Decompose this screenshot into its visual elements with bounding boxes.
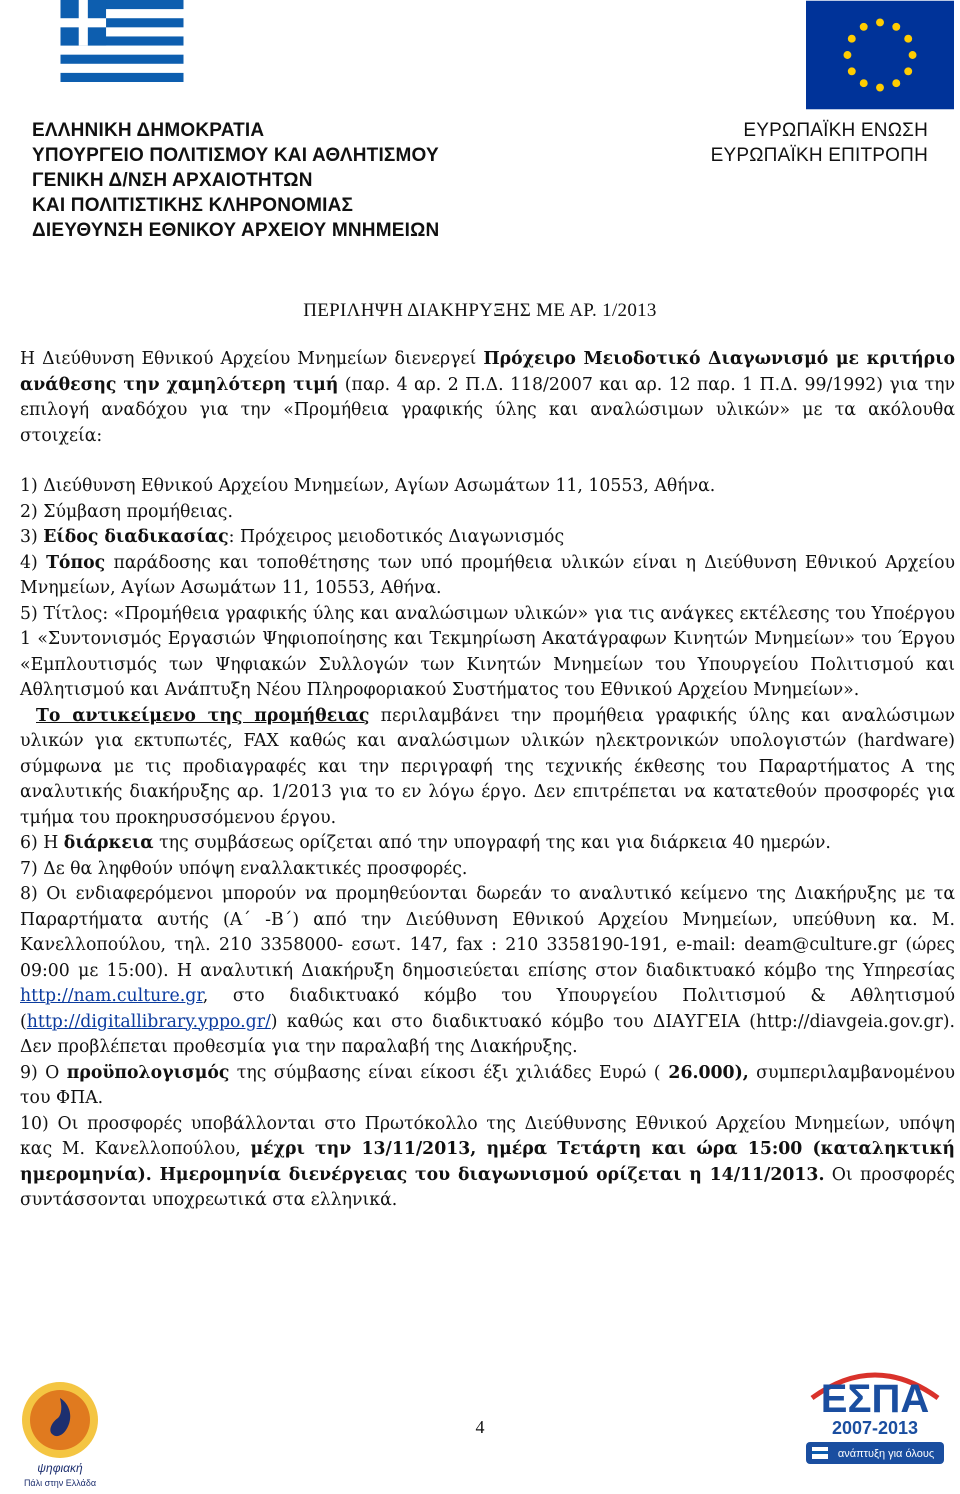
item-text: , στο διαδικτυακό κόμβο του Υπουργείου Πολιτισμού & Αθλητισμού ( bbox=[20, 986, 955, 1032]
header-line: ΚΑΙ ΠΟΛΙΤΙΣΤΙΚΗΣ ΚΛΗΡΟΝΟΜΙΑΣ bbox=[32, 195, 354, 216]
item-text: : Πρόχειρος μειοδοτικός Διαγωνισμός bbox=[228, 527, 565, 547]
header-line: ΓΕΝΙΚΗ Δ/ΝΣΗ ΑΡΧΑΙΟΤΗΤΩΝ bbox=[32, 170, 313, 191]
object-paragraph bbox=[20, 704, 955, 832]
greek-flag-logo bbox=[40, 0, 204, 82]
header-line: ΕΛΛΗΝΙΚΗ ΔΗΜΟΚΡΑΤΙΑ bbox=[32, 120, 265, 141]
item-text: της σύμβασης είναι είκοσι έξι χιλιάδες Ευρώ ( bbox=[229, 1062, 661, 1083]
digital-greece-logo bbox=[6, 1378, 114, 1492]
item-label: Τόπος bbox=[46, 552, 106, 573]
item-3 bbox=[20, 525, 955, 551]
espa-tagline: ανάπτυξη για όλους bbox=[837, 1448, 935, 1460]
item-2: 2) Σύμβαση προμήθειας. bbox=[20, 501, 233, 522]
intro-paragraph bbox=[20, 347, 955, 449]
item-label: διάρκεια bbox=[63, 833, 154, 853]
item-5: 5) Τίτλος: «Προμήθεια γραφικής ύλης και αναλώσιμων υλικών» για τις ανάγκες εκτέλεσης του Υποέργου 1 «Συντονισμός Εργασιών Ψηφιοποίησης και Τεκμηρίωση Ακατάγραφων Κινητών Μνημείων» του Έργου «Εμπλουτισμός των Ψηφιακών Συλλογών των Κινητών Μνημείων του Υπουργείου Πολιτισμού και Αθλητισμού και Ανάπτυξη Νέου Πληροφοριακού Συστήματος του Εθνικού Αρχείου Μνημείων». bbox=[20, 603, 955, 700]
espa-years: 2007-2013 bbox=[831, 1418, 919, 1438]
item-label: Είδος διαδικασίας bbox=[43, 527, 229, 547]
intro-text: Η Διεύθυνση Εθνικού Αρχείου Μνημείων διενεργεί bbox=[20, 349, 484, 369]
intro-text: (παρ. 4 αρ. 2 Π.Δ. 118/2007 και αρ. 12 παρ. 1 Π.Δ. 99/1992) για την επιλογή αναδόχου για την «Προμήθεια γραφικής ύλης και αναλώσιμων υλικών» με τα ακόλουθα στοιχεία: bbox=[20, 374, 955, 446]
item-8 bbox=[20, 882, 955, 1061]
item-7: 7) Δε θα ληφθούν υπόψη εναλλακτικές προσφορές. bbox=[20, 858, 468, 879]
item-4 bbox=[20, 551, 955, 602]
header-line: ΔΙΕΥΘΥΝΣΗ ΕΘΝΙΚΟΥ ΑΡΧΕΙΟΥ ΜΝΗΜΕΙΩΝ bbox=[32, 220, 440, 241]
item-text: συμπεριλαμβανομένου του ΦΠΑ. bbox=[20, 1062, 955, 1108]
header-line: ΥΠΟΥΡΓΕΙΟ ΠΟΛΙΤΙΣΜΟΥ ΚΑΙ ΑΘΛΗΤΙΣΜΟΥ bbox=[32, 145, 439, 166]
item-text: ) καθώς και στο διαδικτυακό κόμβο του ΔΙΑΥΓΕΙΑ (http://diavgeia.gov.gr). Δεν προβλέπεται προθεσμία για την παραλαβή της Διακήρυξης. bbox=[20, 1011, 955, 1057]
eu-flag-logo bbox=[806, 0, 954, 110]
header-line: ΕΥΡΩΠΑΪΚΗ ΕΠΙΤΡΟΠΗ bbox=[710, 145, 928, 166]
eu-header bbox=[711, 118, 928, 168]
nam-culture-link[interactable]: http://nam.culture.gr bbox=[20, 986, 203, 1006]
document-body bbox=[20, 322, 955, 1214]
logo-left-line2: Πάλι στην Ελλάδα bbox=[23, 1478, 97, 1488]
page-number: 4 bbox=[475, 1417, 485, 1437]
item-10 bbox=[20, 1112, 955, 1214]
item-text: 8) Οι ενδιαφερόμενοι μπορούν να προμηθεύονται δωρεάν το αναλυτικό κείμενο της Διακήρυξης με τα Παραρτήματα αυτής (Α΄ -Β΄) από την Διεύθυνση Εθνικού Αρχείου Μνημείων, υπεύθυνη κα. Μ. Κανελλοπούλου, τηλ. 210 3358000- εσωτ. 147, fax : 210 3358190-191, e-mail: deam@culture.gr (ώρες 09:00 με 15:00). Η αναλυτική Διακήρυξη δημοσιεύεται επίσης στον διαδικτυακό κόμβο της Υπηρεσίας bbox=[20, 884, 955, 981]
item-6 bbox=[20, 831, 955, 857]
digitallibrary-link[interactable]: http://digitallibrary.yppo.gr/ bbox=[26, 1011, 271, 1032]
issuer-header bbox=[32, 118, 439, 243]
item-text: παράδοσης και τοποθέτησης των υπό προμήθεια υλικών είναι η Διεύθυνση Εθνικού Αρχείου Μνημείων, Αγίων Ασωμάτων 11, 10553, Αθήνα. bbox=[20, 552, 955, 598]
espa-name: ΕΣΠΑ bbox=[820, 1377, 930, 1421]
intro-bold: Πρόχειρο Μειοδοτικό Διαγωνισμό με κριτήριο ανάθεσης την χαμηλότερη τιμή bbox=[20, 349, 955, 395]
item-text: της συμβάσεως ορίζεται από την υπογραφή της και για διάρκεια 40 ημερών. bbox=[153, 833, 831, 853]
item-number: 9) Ο bbox=[20, 1062, 67, 1083]
header-line: ΕΥΡΩΠΑΪΚΗ ΕΝΩΣΗ bbox=[743, 120, 928, 141]
budget-amount: 26.000), bbox=[660, 1062, 749, 1083]
item-9 bbox=[20, 1061, 955, 1112]
item-number: 4) bbox=[20, 552, 47, 573]
logo-left-line1: ψηφιακή bbox=[37, 1461, 83, 1475]
item-number: 3) bbox=[20, 527, 44, 547]
item-text: 10) Οι προσφορές υποβάλλονται στο Πρωτόκολλο της Διεύθυνσης Εθνικού Αρχείου Μνημείων, υπόψη κας Μ. Κανελλοπούλου, bbox=[20, 1113, 955, 1159]
object-text: περιλαμβάνει την προμήθεια γραφικής ύλης και αναλώσιμων υλικών για εκτυπωτές, FAX καθώς και αναλώσιμων υλικών ηλεκτρονικών υπολογιστών (hardware) σύμφωνα με τις προδιαγραφές και την περιγραφή της τεχνικής έκθεσης του Παραρτήματος Α της αναλυτικής διακήρυξης αρ. 1/2013 για το εν λόγω έργο. Δεν επιτρέπεται να κατατεθούν προσφορές για τμήμα του προκηρυσσόμενου έργου. bbox=[20, 705, 955, 828]
item-1: 1) Διεύθυνση Εθνικού Αρχείου Μνημείων, Αγίων Ασωμάτων 11, 10553, Αθήνα. bbox=[20, 476, 716, 496]
item-label: προϋπολογισμός bbox=[66, 1062, 230, 1083]
document-title: ΠΕΡΙΛΗΨΗ ΔΙΑΚΗΡΥΞΗΣ ΜΕ ΑΡ. 1/2013 bbox=[303, 300, 657, 321]
espa-logo bbox=[792, 1350, 958, 1470]
item-text: Οι προσφορές συντάσσονται υποχρεωτικά στα ελληνικά. bbox=[20, 1164, 955, 1210]
item-number: 6) Η bbox=[20, 833, 64, 853]
deadline-text: μέχρι την 13/11/2013, ημέρα Τετάρτη και ώρα 15:00 (καταληκτική ημερομηνία). Ημερομηνία διενέργειας του διαγωνισμού ορίζεται η 14/11/2013. bbox=[20, 1139, 955, 1185]
object-label: Το αντικείμενο της προμήθειας bbox=[36, 705, 370, 726]
